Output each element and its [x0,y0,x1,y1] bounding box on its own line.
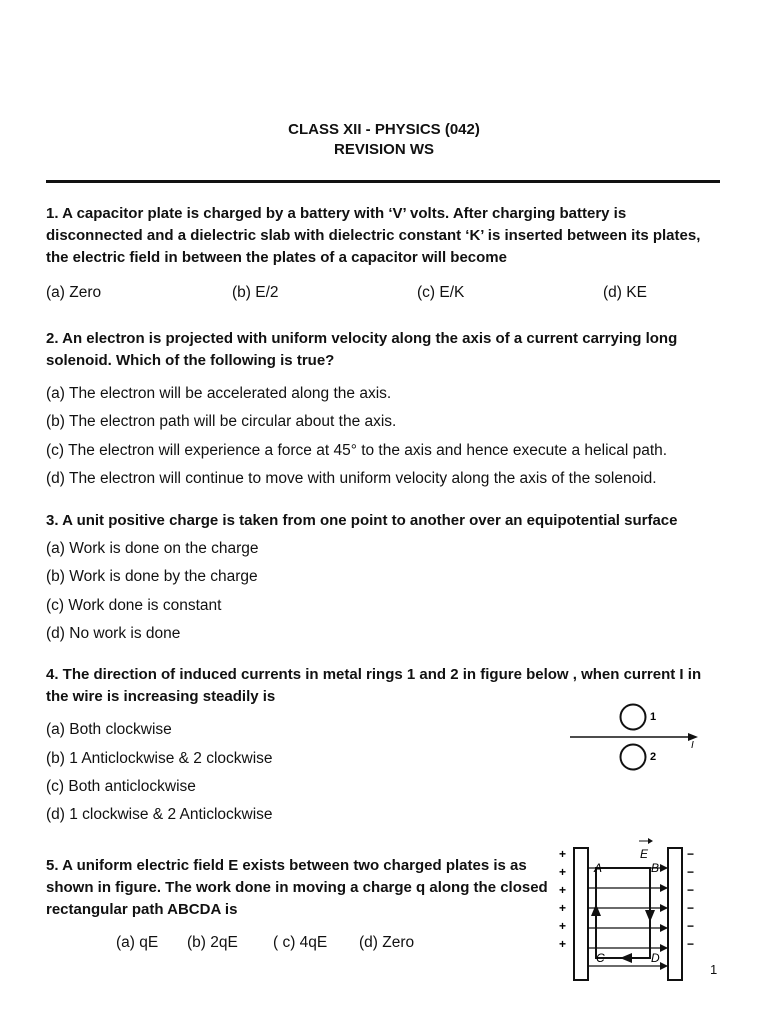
field-line-arrows [660,864,668,970]
svg-text:−: − [687,865,695,879]
path-arrow-cd [620,953,632,963]
q5-option-d: (d) Zero [359,934,415,951]
plus-signs [559,847,566,951]
q4-option-b: (b) 1 Anticlockwise & 2 clockwise [46,750,273,767]
path-abcd [596,868,650,958]
ring-1-label: 1 [650,711,657,723]
ring-2-label: 2 [650,751,657,763]
q4-rings-figure [560,696,710,778]
path-arrow-bc [645,910,655,922]
q1-option-a: (a) Zero [46,284,102,301]
question-1-text [46,203,716,269]
q5-option-b: (b) 2qE [187,934,238,951]
q3-option-a: (a) Work is done on the charge [46,540,259,557]
worksheet-title: CLASS XII - PHYSICS (042) [288,121,480,138]
q2-option-d: (d) The electron will continue to move with uniform velocity along the axis of the solenoid. [46,470,657,487]
positive-plate [574,848,588,980]
field-vector-arrowhead [648,838,653,844]
q4-option-d: (d) 1 clockwise & 2 Anticlockwise [46,806,273,823]
q5-option-c: ( c) 4qE [273,934,328,951]
q1-option-c: (c) E/K [417,284,465,301]
point-c-label: C [596,951,605,965]
q3-option-c: (c) Work done is constant [46,597,222,614]
svg-text:+: + [559,847,567,861]
svg-text:+: + [559,901,567,915]
q1-option-d: (d) KE [603,284,647,301]
ring-1 [621,705,646,730]
field-e-label: E [640,847,649,861]
svg-text:−: − [687,937,695,951]
svg-text:−: − [687,901,695,915]
question-1-stem: A capacitor plate is charged by a battery with ‘V’ volts. After charging battery is disconnected and a dielectric slab with dielectric constant ‘K’ is inserted between its plates, the electric field in between the plates of a capacitor will become [46,205,701,266]
svg-text:−: − [687,847,695,861]
question-5-text: 5. A uniform electric field E exists between two charged plates is as shown in figure. The work done in moving a charge q along the closed rectangular path ABCDA is [46,857,548,918]
svg-text:+: + [559,937,567,951]
point-d-label: D [651,951,660,965]
q2-option-b: (b) The electron path will be circular about the axis. [46,413,397,430]
q5-plates-figure [554,826,704,982]
svg-text:+: + [559,919,567,933]
svg-text:+: + [559,883,567,897]
minus-signs [687,847,694,951]
svg-text:+: + [559,865,567,879]
question-3-text: 3. A unit positive charge is taken from one point to another over an equipotential surface [46,512,678,529]
ring-2 [621,745,646,770]
q1-option-b: (b) E/2 [232,284,279,301]
q5-option-a: (a) qE [116,934,159,951]
point-b-label: B [651,861,660,875]
q2-option-c: (c) The electron will experience a force at 45° to the axis and hence execute a helical path. [46,442,668,459]
q4-option-c: (c) Both anticlockwise [46,778,196,795]
question-4-text: 4. The direction of induced currents in metal rings 1 and 2 in figure below , when current I in the wire is increasing steadily is [46,666,702,705]
point-a-label: A [594,861,603,875]
worksheet-subtitle: REVISION WS [333,141,434,158]
question-2-text: 2. An electron is projected with uniform velocity along the axis of a current carrying long solenoid. Which of the following is true? [46,330,678,369]
header-divider [46,180,720,183]
svg-text:−: − [687,883,695,897]
svg-text:−: − [687,919,695,933]
q3-option-d: (d) No work is done [46,625,181,642]
negative-plate [668,848,682,980]
path-arrow-da [591,904,601,916]
current-label: I [691,740,694,751]
q3-option-b: (b) Work is done by the charge [46,568,258,585]
q2-option-a: (a) The electron will be accelerated along the axis. [46,385,392,402]
question-1-number: 1. [46,205,59,222]
q4-option-a: (a) Both clockwise [46,721,172,738]
page-number: 1 [710,962,718,977]
